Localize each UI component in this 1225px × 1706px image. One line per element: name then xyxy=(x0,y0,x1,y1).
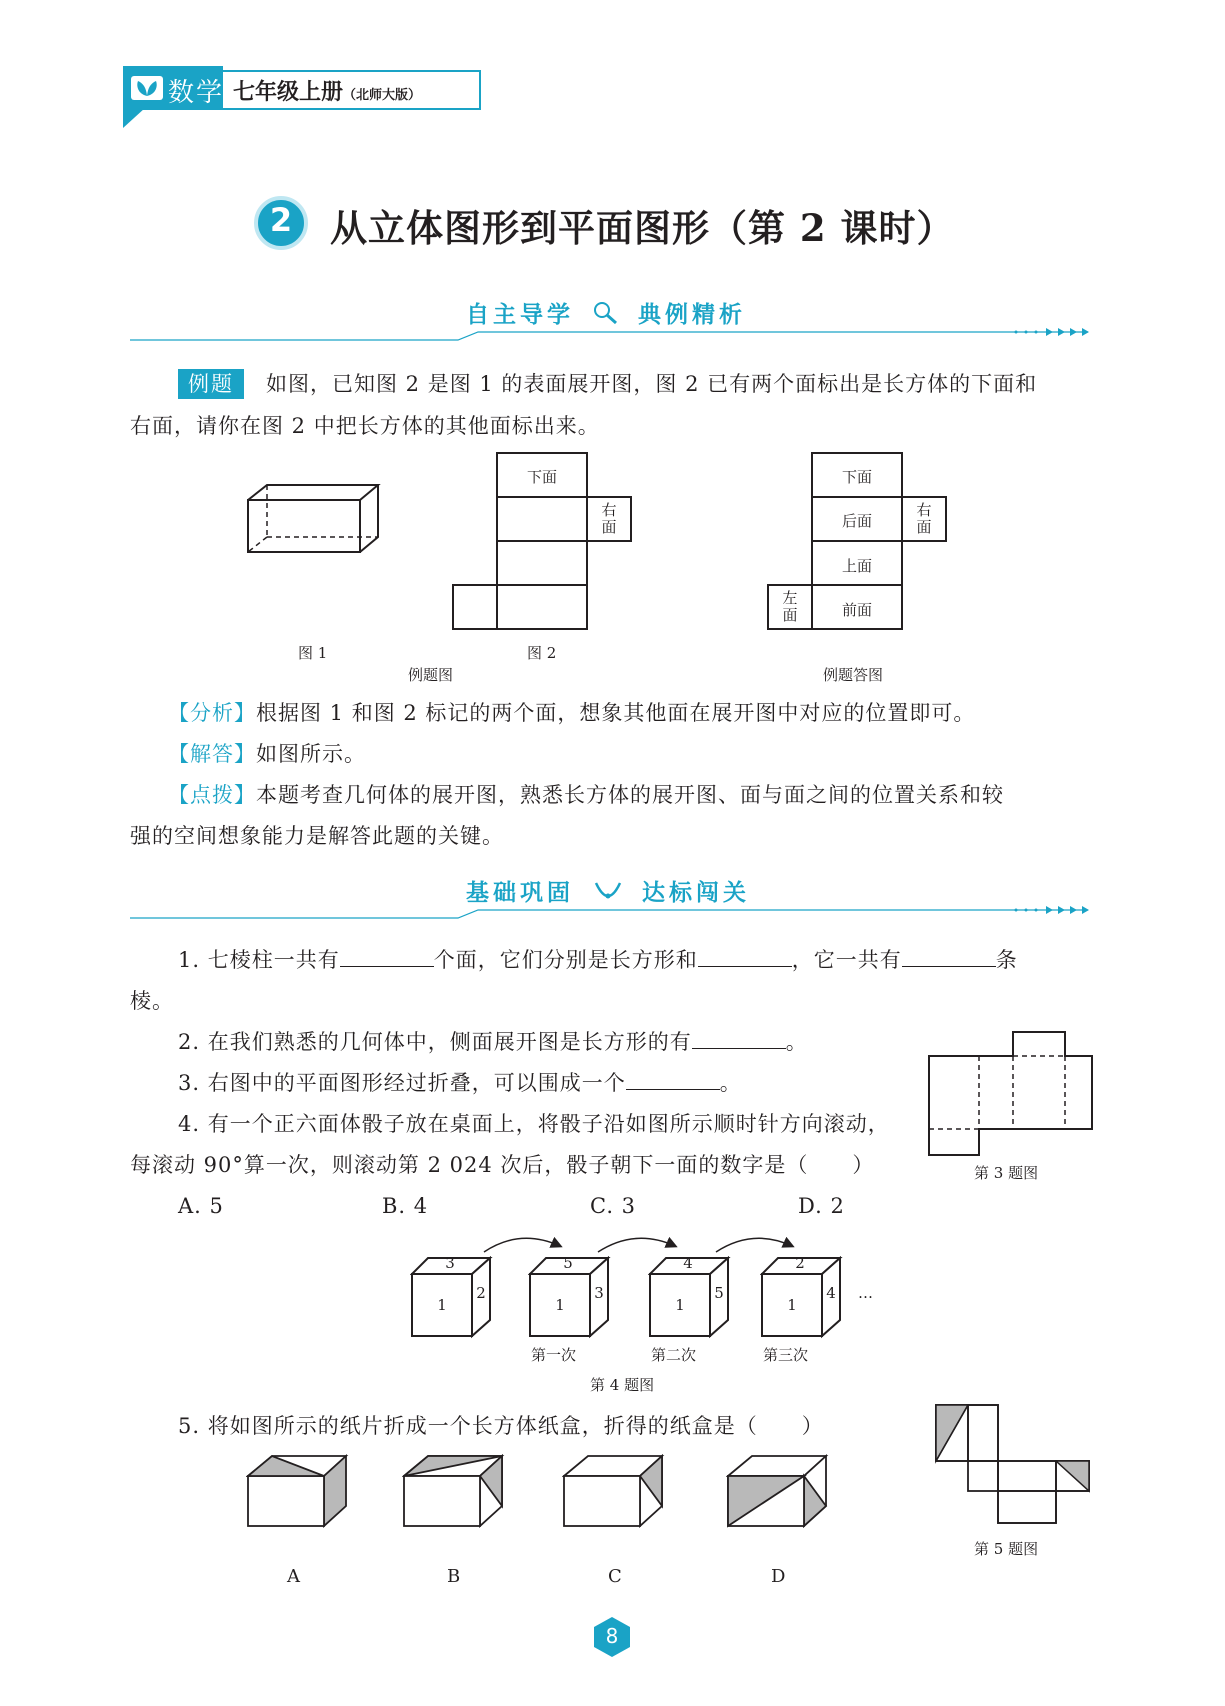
section-2-right: 达标闯关 xyxy=(642,880,751,906)
smile-icon xyxy=(592,879,624,903)
q3-text-b: 。 xyxy=(719,1071,742,1095)
die-3-label: 第三次 xyxy=(763,1346,809,1364)
q1-text-b: 个面，它们分别是长方形和 xyxy=(433,948,698,972)
example-line-1: 如图，已知图 2 是图 1 的表面展开图，图 2 已有两个面标出是长方体的下面和 xyxy=(266,372,1038,396)
example-answer-caption: 例题答图 xyxy=(823,666,884,684)
q2-text-a: 2. 在我们熟悉的几何体中，侧面展开图是长方形的有 xyxy=(178,1030,692,1054)
q4-caption: 第 4 题图 xyxy=(590,1376,655,1394)
die-2-top: 4 xyxy=(683,1254,693,1272)
header-tab-tail xyxy=(123,108,147,130)
header-subject: 数学 xyxy=(168,78,225,108)
q4-option-c[interactable]: C. 3 xyxy=(590,1194,637,1218)
tip xyxy=(168,775,1004,815)
q4-option-b[interactable]: B. 4 xyxy=(382,1194,429,1218)
example-figure-caption: 例题图 xyxy=(408,666,454,684)
die-3-side: 4 xyxy=(826,1284,836,1302)
answer-front-label: 前面 xyxy=(841,601,872,619)
q2-blank[interactable] xyxy=(692,1026,786,1049)
q5-option-c-box[interactable] xyxy=(562,1454,666,1528)
section-1-left: 自主导学 xyxy=(466,302,574,328)
analysis xyxy=(168,693,975,733)
solution-tag: 【解答】 xyxy=(168,742,256,766)
section-1-right: 典例精析 xyxy=(638,302,747,328)
die-3 xyxy=(760,1256,846,1340)
die-1-label: 第一次 xyxy=(531,1346,577,1364)
die-1 xyxy=(528,1256,614,1340)
analysis-tag: 【分析】 xyxy=(168,701,256,725)
die-1-side: 3 xyxy=(594,1284,604,1302)
q5-option-c-label[interactable]: C xyxy=(608,1566,622,1587)
roll-arrows xyxy=(470,1226,800,1256)
solution xyxy=(168,734,366,774)
header-edition: （北师大版） xyxy=(343,88,422,103)
cuboid-figure-1 xyxy=(245,482,385,557)
q5-option-b-box[interactable] xyxy=(402,1454,506,1528)
fig2-right-label: 右面 xyxy=(601,501,617,536)
q2-text-b: 。 xyxy=(785,1030,808,1054)
magnifier-icon xyxy=(592,301,620,325)
q3-caption: 第 3 题图 xyxy=(974,1164,1039,1182)
solution-text: 如图所示。 xyxy=(256,742,366,766)
q4-line-1: 4. 有一个正六面体骰子放在桌面上，将骰子沿如图所示顺时针方向滚动， xyxy=(178,1112,890,1136)
q4-option-a[interactable]: A. 5 xyxy=(178,1194,224,1218)
die-0 xyxy=(410,1256,496,1340)
q4-line-2: 每滚动 90°算一次，则滚动第 2 024 次后，骰子朝下一面的数字是（ ） xyxy=(130,1153,875,1177)
example-line-2: 右面，请你在图 2 中把长方体的其他面标出来。 xyxy=(130,414,600,438)
die-1-front: 1 xyxy=(555,1296,565,1314)
question-1 xyxy=(178,940,1018,980)
q3-net-figure xyxy=(927,1030,1097,1158)
q1-text-a: 1. 七棱柱一共有 xyxy=(178,948,340,972)
q3-text-a: 3. 右图中的平面图形经过折叠，可以围成一个 xyxy=(178,1071,626,1095)
question-5: 5. 将如图所示的纸片折成一个长方体纸盒，折得的纸盒是（ ） xyxy=(178,1414,824,1438)
q5-option-d-box[interactable] xyxy=(726,1454,830,1528)
q1-line-2: 棱。 xyxy=(130,989,174,1013)
fig2-bottom-label: 下面 xyxy=(526,468,557,486)
q5-option-a-box[interactable] xyxy=(246,1454,350,1528)
header-book xyxy=(233,75,421,106)
question-3 xyxy=(178,1063,742,1103)
q5-option-b-label[interactable]: B xyxy=(447,1566,461,1587)
leaf-icon xyxy=(130,74,164,102)
q5-option-a-label[interactable]: A xyxy=(287,1566,300,1587)
die-1-top: 5 xyxy=(563,1254,573,1272)
die-2-label: 第二次 xyxy=(651,1346,697,1364)
fig1-caption: 图 1 xyxy=(298,644,328,662)
die-2 xyxy=(648,1256,734,1340)
q1-blank-1[interactable] xyxy=(340,944,434,967)
question-2 xyxy=(178,1022,808,1062)
fig2-caption: 图 2 xyxy=(527,644,557,662)
die-3-front: 1 xyxy=(787,1296,797,1314)
example-badge: 例题 xyxy=(178,369,244,399)
answer-back-label: 后面 xyxy=(841,512,872,530)
q5-option-d-label[interactable]: D xyxy=(771,1566,786,1587)
q1-text-c: ，它一共有 xyxy=(791,948,902,972)
die-3-top: 2 xyxy=(795,1254,805,1272)
analysis-text: 根据图 1 和图 2 标记的两个面，想象其他面在展开图中对应的位置即可。 xyxy=(256,701,976,725)
die-0-side: 2 xyxy=(476,1284,486,1302)
die-2-side: 5 xyxy=(714,1284,724,1302)
tip-line-1: 本题考查几何体的展开图，熟悉长方体的展开图、面与面之间的位置关系和较 xyxy=(256,783,1004,807)
section-title-1 xyxy=(466,296,746,329)
q3-blank[interactable] xyxy=(626,1067,720,1090)
q1-blank-2[interactable] xyxy=(698,944,792,967)
q1-text-d: 条 xyxy=(995,948,1018,972)
answer-top-label: 上面 xyxy=(841,557,872,575)
page-title: 从立体图形到平面图形（第 2 课时） xyxy=(330,206,955,250)
header-book-title: 七年级上册 xyxy=(233,79,344,105)
answer-left-label: 左面 xyxy=(782,589,798,624)
die-0-top: 3 xyxy=(445,1254,455,1272)
q5-net-figure xyxy=(934,1403,1094,1528)
die-0-front: 1 xyxy=(437,1296,447,1314)
dice-ellipsis: … xyxy=(858,1284,873,1302)
section-2-left: 基础巩固 xyxy=(466,880,574,906)
tip-tag: 【点拨】 xyxy=(168,783,256,807)
answer-bottom-label: 下面 xyxy=(841,468,872,486)
lesson-number: 2 xyxy=(269,201,293,239)
q4-option-d[interactable]: D. 2 xyxy=(798,1194,845,1218)
die-2-front: 1 xyxy=(675,1296,685,1314)
answer-right-label: 右面 xyxy=(916,501,932,536)
q1-blank-3[interactable] xyxy=(902,944,996,967)
q5-caption: 第 5 题图 xyxy=(974,1540,1039,1558)
page-number: 8 xyxy=(605,1624,619,1648)
section-title-2 xyxy=(466,874,750,907)
tip-line-2: 强的空间想象能力是解答此题的关键。 xyxy=(130,824,504,848)
